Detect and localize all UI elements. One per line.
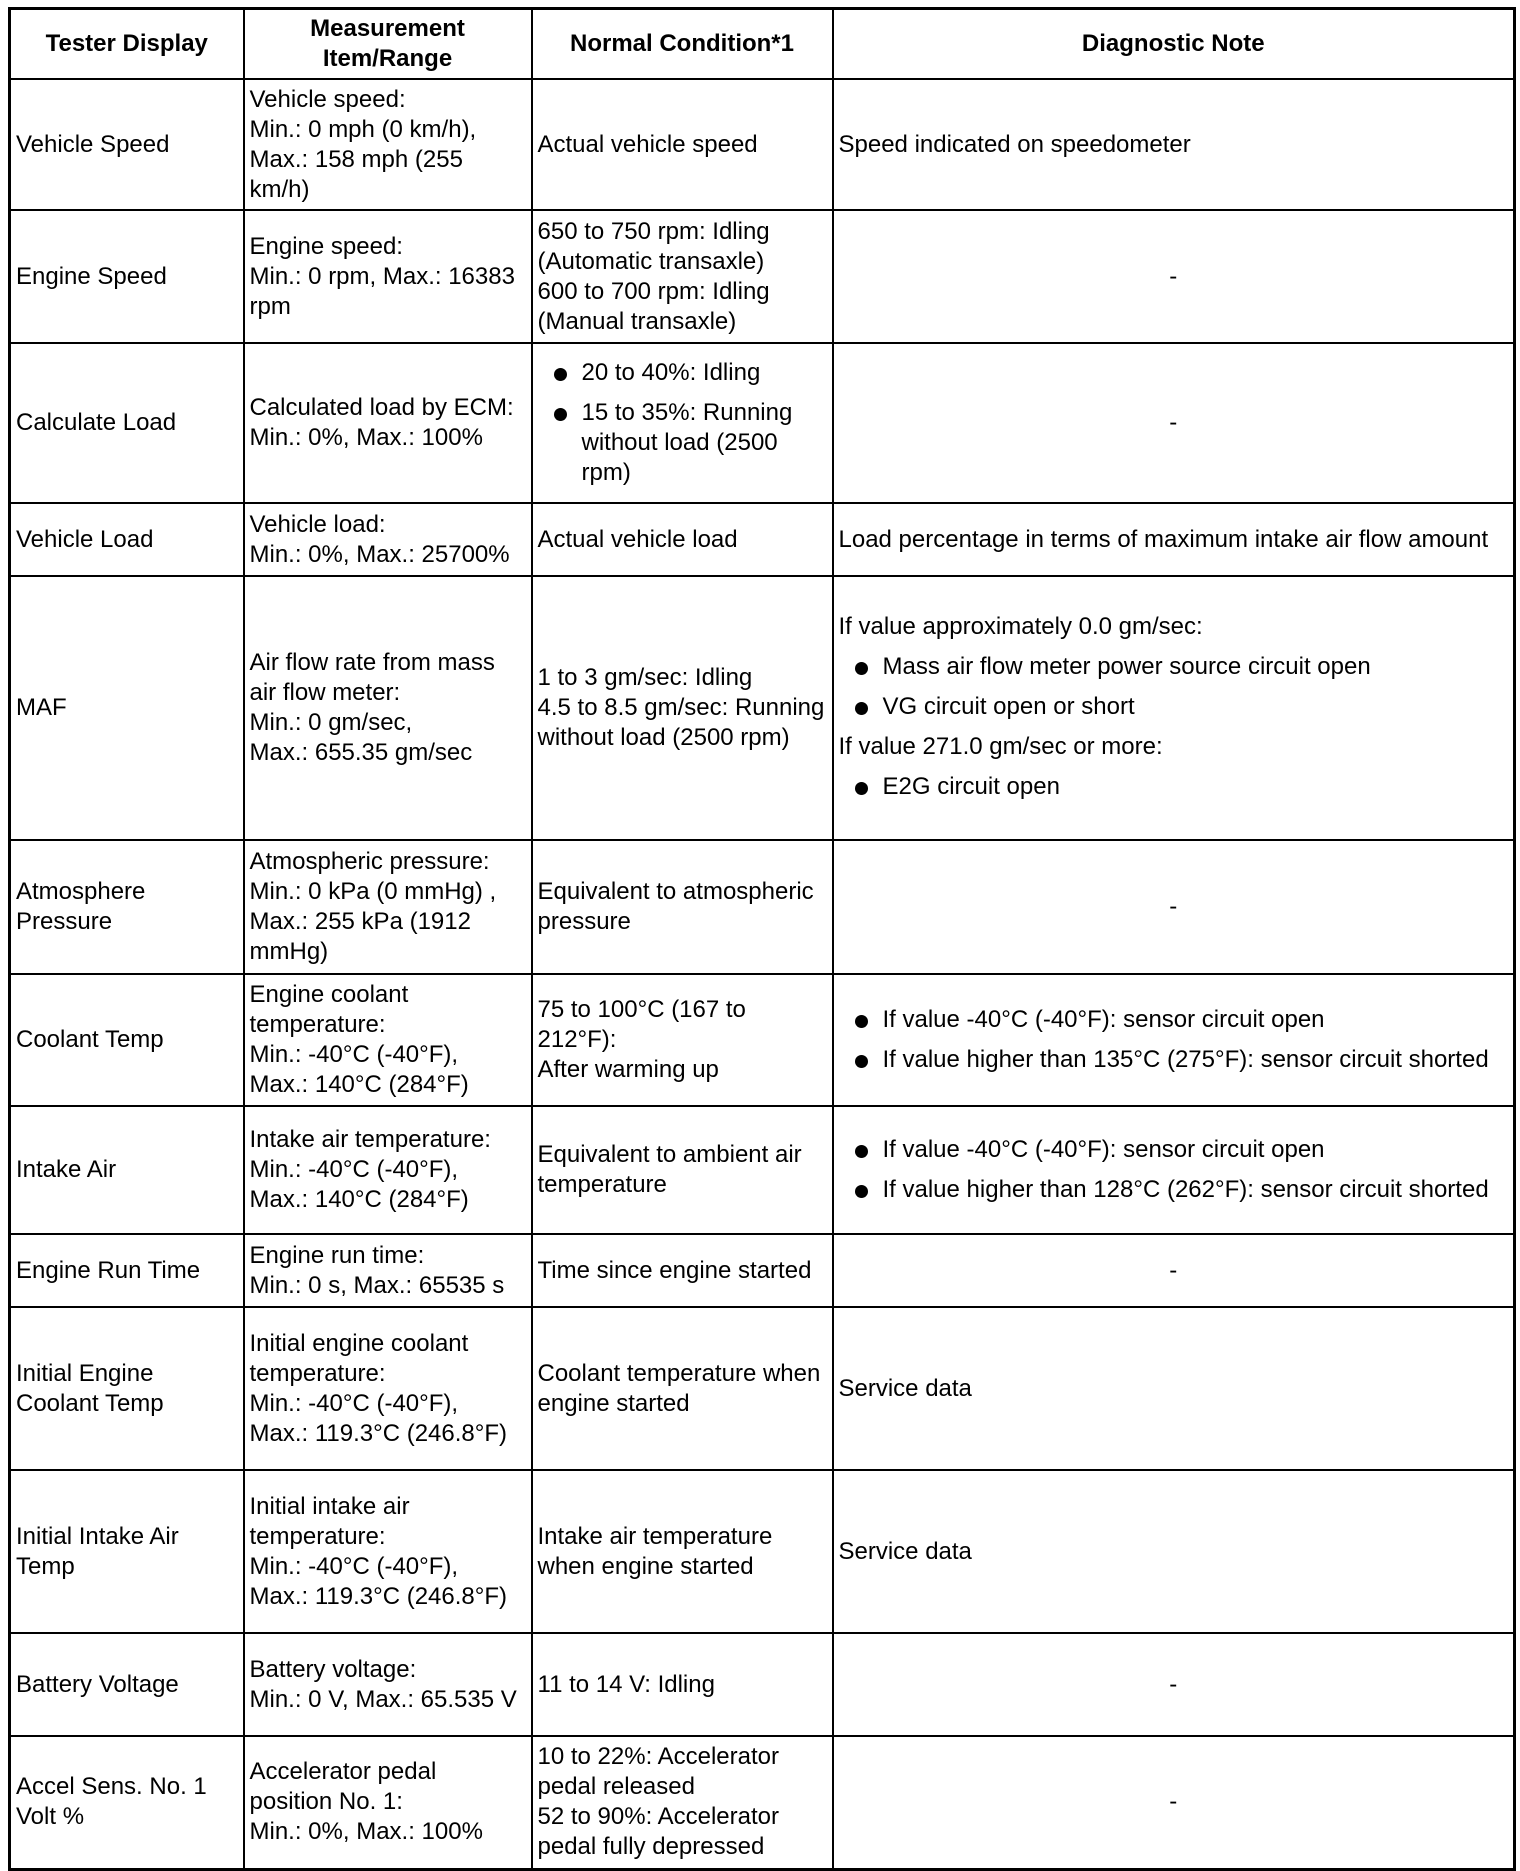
cell-diagnostic-note: -: [833, 343, 1515, 503]
bullet-text: Mass air flow meter power source circuit open: [882, 653, 1371, 680]
range-line: Min.: -40°C (-40°F),: [249, 1041, 459, 1068]
range-line: Min.: 0 mph (0 km/h),: [249, 115, 477, 143]
cell-tester-display: Atmosphere Pressure: [10, 840, 244, 974]
table-row: [10, 1470, 1515, 1633]
table-row: [10, 576, 1515, 840]
cell-tester-display: Battery Voltage: [10, 1633, 244, 1736]
normal-line: After warming up: [537, 1056, 719, 1083]
list-item: [839, 652, 1509, 682]
bullet-icon: [554, 408, 567, 421]
cell-diagnostic-note: -: [833, 210, 1515, 343]
range-line: Engine speed:: [249, 232, 403, 260]
range-line: Min.: 0 V, Max.: 65.535 V: [249, 1685, 517, 1713]
range-line: Min.: 0 s, Max.: 65535 s: [249, 1271, 505, 1299]
bullet-icon: [855, 1015, 868, 1028]
range-line: Min.: 0 kPa (0 mmHg) ,: [249, 878, 497, 905]
table-row: [10, 1234, 1515, 1307]
cell-diagnostic-note: [833, 1106, 1515, 1234]
cell-normal-condition: [532, 210, 833, 343]
bullet-text: If value higher than 135°C (275°F): sensor circuit shorted: [882, 1046, 1489, 1073]
cell-measurement-range: [244, 1470, 532, 1633]
cell-tester-display: Intake Air: [10, 1106, 244, 1234]
cell-measurement-range: [244, 1106, 532, 1234]
cell-normal-condition: [532, 1307, 833, 1470]
bullet-icon: [855, 1185, 868, 1198]
range-line: Min.: 0 rpm, Max.: 16383 rpm: [249, 262, 515, 320]
cell-diagnostic-note: Service data: [833, 1470, 1515, 1633]
range-line: Max.: 158 mph (255 km/h): [249, 145, 463, 203]
cell-normal-condition: [532, 576, 833, 840]
range-line: Min.: 0%, Max.: 100%: [249, 424, 483, 451]
list-item: [839, 692, 1509, 722]
note-paragraph: If value approximately 0.0 gm/sec:: [838, 613, 1203, 640]
cell-tester-display: Vehicle Load: [10, 503, 244, 576]
note-bullet-list: [839, 1005, 1509, 1075]
list-item: [839, 1045, 1509, 1075]
cell-measurement-range: [244, 1307, 532, 1470]
list-item: [538, 358, 827, 388]
cell-normal-condition: [532, 1106, 833, 1234]
table-header-row: [10, 9, 1515, 80]
range-line: Max.: 140°C (284°F): [249, 1071, 469, 1098]
cell-measurement-range: [244, 503, 532, 576]
list-item: [839, 1135, 1509, 1165]
bullet-text: If value -40°C (-40°F): sensor circuit open: [882, 1136, 1325, 1163]
bullet-icon: [554, 368, 567, 381]
range-line: Initial intake air temperature:: [249, 1492, 410, 1550]
cell-tester-display: Calculate Load: [10, 343, 244, 503]
range-line: Min.: -40°C (-40°F),: [249, 1389, 459, 1417]
normal-line: 11 to 14 V: Idling: [537, 1670, 715, 1698]
table-row: [10, 503, 1515, 576]
normal-line: 10 to 22%: Accelerator pedal released: [537, 1743, 779, 1801]
range-line: Min.: 0%, Max.: 100%: [249, 1818, 483, 1846]
normal-line: 52 to 90%: Accelerator pedal fully depressed: [537, 1803, 779, 1861]
normal-line: Equivalent to atmospheric pressure: [537, 878, 814, 935]
normal-line: Time since engine started: [537, 1256, 812, 1284]
normal-line: 650 to 750 rpm: Idling (Automatic transaxle): [537, 217, 770, 275]
table-row: [10, 974, 1515, 1106]
bullet-icon: [855, 662, 868, 675]
cell-measurement-range: [244, 1234, 532, 1307]
table-row: [10, 1633, 1515, 1736]
data-list-table: [8, 7, 1516, 1871]
cell-diagnostic-note: Service data: [833, 1307, 1515, 1470]
bullet-text: 15 to 35%: Running without load (2500 rpm): [581, 399, 793, 486]
cell-diagnostic-note: -: [833, 840, 1515, 974]
cell-diagnostic-note: -: [833, 1633, 1515, 1736]
list-item: [538, 398, 827, 488]
table-row: [10, 79, 1515, 210]
cell-diagnostic-note: -: [833, 1234, 1515, 1307]
note-bullet-list: [839, 772, 1509, 802]
table-row: [10, 840, 1515, 974]
cell-normal-condition: [532, 343, 833, 503]
range-line: Max.: 140°C (284°F): [249, 1186, 469, 1213]
bullet-text: VG circuit open or short: [882, 693, 1135, 720]
cell-tester-display: Engine Speed: [10, 210, 244, 343]
range-line: Max.: 255 kPa (1912 mmHg): [249, 908, 471, 965]
note-bullet-list: [839, 652, 1509, 722]
range-line: Engine coolant temperature:: [249, 981, 409, 1038]
bullet-icon: [855, 1145, 868, 1158]
normal-line: 600 to 700 rpm: Idling (Manual transaxle): [537, 277, 770, 335]
range-line: Initial engine coolant temperature:: [249, 1329, 469, 1387]
header-measurement-line1: Measurement: [310, 15, 465, 42]
note-paragraph: If value 271.0 gm/sec or more:: [838, 733, 1163, 760]
cell-normal-condition: [532, 503, 833, 576]
range-line: Intake air temperature:: [249, 1126, 491, 1153]
cell-diagnostic-note: [833, 974, 1515, 1106]
cell-normal-condition: [532, 79, 833, 210]
note-bullet-list: [839, 1135, 1509, 1205]
range-line: Engine run time:: [249, 1241, 425, 1269]
cell-normal-condition: [532, 1633, 833, 1736]
normal-bullet-list: [538, 358, 827, 488]
normal-line: 75 to 100°C (167 to 212°F):: [537, 996, 746, 1053]
normal-line: 4.5 to 8.5 gm/sec: Running without load (2500 rpm): [537, 694, 825, 751]
table-row: [10, 1106, 1515, 1234]
range-line: Battery voltage:: [249, 1655, 417, 1683]
table-row: [10, 343, 1515, 503]
range-line: Min.: 0 gm/sec,: [249, 709, 413, 736]
cell-normal-condition: [532, 840, 833, 974]
bullet-text: 20 to 40%: Idling: [581, 359, 761, 386]
bullet-icon: [855, 1055, 868, 1068]
cell-measurement-range: [244, 840, 532, 974]
normal-line: Equivalent to ambient air temperature: [537, 1141, 802, 1198]
cell-tester-display: Vehicle Speed: [10, 79, 244, 210]
cell-normal-condition: [532, 974, 833, 1106]
cell-normal-condition: [532, 1234, 833, 1307]
cell-tester-display: Initial Engine Coolant Temp: [10, 1307, 244, 1470]
range-line: Min.: -40°C (-40°F),: [249, 1552, 459, 1580]
cell-diagnostic-note: -: [833, 1736, 1515, 1869]
header-measurement-line2: Item/Range: [322, 45, 453, 72]
data-table-wrapper: [8, 7, 1516, 1871]
cell-tester-display: Engine Run Time: [10, 1234, 244, 1307]
cell-measurement-range: [244, 974, 532, 1106]
normal-line: Coolant temperature when engine started: [537, 1359, 821, 1417]
cell-diagnostic-note: Speed indicated on speedometer: [833, 79, 1515, 210]
bullet-text: If value -40°C (-40°F): sensor circuit open: [882, 1006, 1325, 1033]
bullet-text: If value higher than 128°C (262°F): sensor circuit shorted: [882, 1176, 1489, 1203]
cell-measurement-range: [244, 576, 532, 840]
table-row: [10, 1307, 1515, 1470]
cell-normal-condition: [532, 1736, 833, 1869]
header-tester-display: Tester Display: [10, 9, 244, 80]
bullet-text: E2G circuit open: [882, 773, 1060, 800]
list-item: [839, 1005, 1509, 1035]
cell-tester-display: Initial Intake Air Temp: [10, 1470, 244, 1633]
cell-measurement-range: [244, 1736, 532, 1869]
normal-line: Intake air temperature when engine started: [537, 1522, 773, 1580]
range-line: Vehicle speed:: [249, 85, 406, 113]
table-row: [10, 210, 1515, 343]
header-diagnostic-note: Diagnostic Note: [833, 9, 1515, 80]
range-line: Max.: 655.35 gm/sec: [249, 739, 473, 766]
bullet-icon: [855, 782, 868, 795]
cell-measurement-range: [244, 210, 532, 343]
bullet-icon: [855, 702, 868, 715]
range-line: Min.: -40°C (-40°F),: [249, 1156, 459, 1183]
normal-line: Actual vehicle load: [537, 525, 738, 553]
header-normal-condition: Normal Condition*1: [532, 9, 833, 80]
list-item: [839, 1175, 1509, 1205]
range-line: Calculated load by ECM:: [249, 394, 514, 421]
range-line: Min.: 0%, Max.: 25700%: [249, 540, 510, 568]
cell-measurement-range: [244, 343, 532, 503]
cell-normal-condition: [532, 1470, 833, 1633]
cell-measurement-range: [244, 79, 532, 210]
list-item: [839, 772, 1509, 802]
cell-measurement-range: [244, 1633, 532, 1736]
cell-tester-display: Coolant Temp: [10, 974, 244, 1106]
range-line: Max.: 119.3°C (246.8°F): [249, 1582, 508, 1610]
table-row: [10, 1736, 1515, 1869]
cell-tester-display: Accel Sens. No. 1 Volt %: [10, 1736, 244, 1869]
range-line: Vehicle load:: [249, 510, 386, 538]
header-measurement-range: [244, 9, 532, 80]
range-line: Max.: 119.3°C (246.8°F): [249, 1419, 508, 1447]
cell-diagnostic-note: Load percentage in terms of maximum intake air flow amount: [833, 503, 1515, 576]
range-line: Accelerator pedal position No. 1:: [249, 1758, 437, 1816]
range-line: Air flow rate from mass air flow meter:: [249, 649, 495, 706]
normal-line: Actual vehicle speed: [537, 130, 758, 158]
normal-line: 1 to 3 gm/sec: Idling: [537, 664, 753, 691]
cell-tester-display: MAF: [10, 576, 244, 840]
cell-diagnostic-note: [833, 576, 1515, 840]
range-line: Atmospheric pressure:: [249, 848, 490, 875]
